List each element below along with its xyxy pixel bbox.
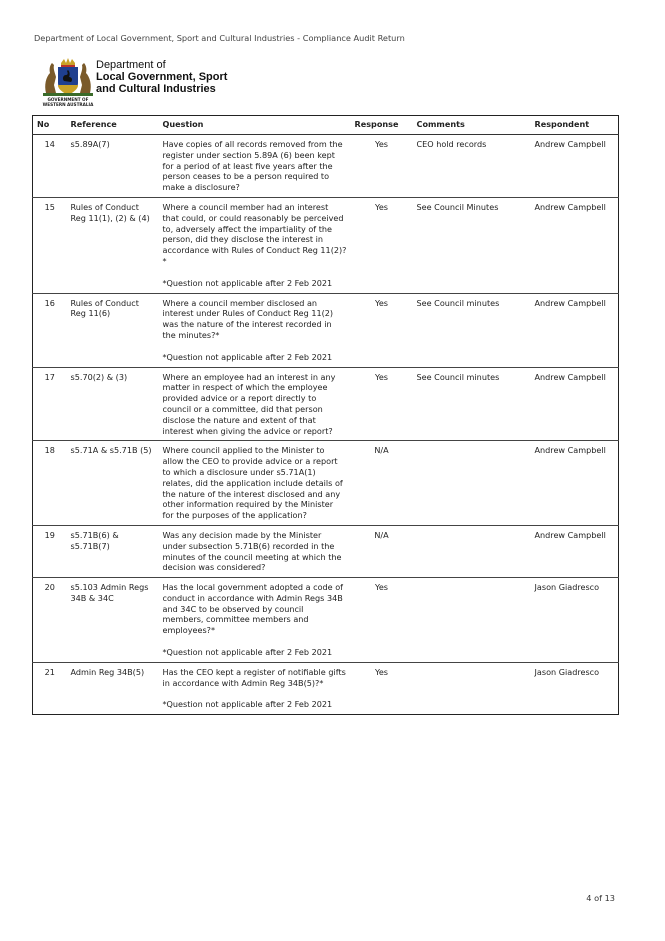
cell-comments [413,578,531,663]
question-text: Where council applied to the Minister to allow the CEO to provide advice or a report to which a disclosure under s5.71A(1) relates, did the application include details of the nature of the interest disclosed and any other information required by the Minister for the purposes of the application? [162,445,343,521]
department-name-line3: and Cultural Industries [96,83,216,95]
cell-question [159,662,351,714]
question-text: Was any decision made by the Minister under subsection 5.71B(6) recorded in the minutes of the council meeting at which the decision was considered? [162,529,342,573]
cell-reference: Rules of Conduct Reg 11(1), (2) & (4) [67,197,159,293]
crest-caption-line1: GOVERNMENT OF [47,97,89,102]
cell-reference: s5.103 Admin Regs 34B & 34C [67,578,159,663]
cell-comments [413,525,531,577]
question-note: *Question not applicable after 2 Feb 2021 [162,351,333,362]
cell-no: 16 [33,293,67,367]
cell-question [159,367,351,441]
cell-response: Yes [351,578,413,663]
cell-question [159,441,351,526]
question-text: Where an employee had an interest in any matter in respect of which the employee provided advice or a report directly to council or a committee, did that person disclose the nature and extent of that interest when giving the advice or report? [162,371,336,436]
cell-respondent: Andrew Campbell [531,525,619,577]
cell-response: Yes [351,662,413,714]
crest-caption-line2: WESTERN AUSTRALIA [42,102,94,107]
cell-reference: s5.71A & s5.71B (5) [67,441,159,526]
cell-response: Yes [351,135,413,198]
table-row [33,578,619,663]
question-text: Where a council member had an interest that could, or could reasonably be perceived to, adversely affect the impartiality of the person, did they disclose the interest in accordance with Rules of Conduct Reg 11(2)?* [162,201,347,266]
cell-respondent: Andrew Campbell [531,197,619,293]
cell-respondent: Jason Giadresco [531,662,619,714]
cell-question [159,525,351,577]
header-response: Response [351,116,413,135]
header-comments: Comments [413,116,531,135]
table-row [33,135,619,198]
header-no: No [33,116,67,135]
department-name-line1: Department of [96,59,166,71]
cell-question [159,135,351,198]
department-logo [40,55,240,110]
cell-reference: s5.70(2) & (3) [67,367,159,441]
cell-no: 14 [33,135,67,198]
cell-response: Yes [351,197,413,293]
cell-response: N/A [351,441,413,526]
table-row [33,367,619,441]
question-text: Have copies of all records removed from the register under section 5.89A (6) been kept for a period of at least five years after the person ceases to be a person required to make a disclosure? [162,139,343,193]
question-note: *Question not applicable after 2 Feb 2021 [162,277,333,288]
crest-caption [40,97,96,107]
cell-reference: Rules of Conduct Reg 11(6) [67,293,159,367]
cell-reference: s5.71B(6) & s5.71B(7) [67,525,159,577]
wa-crest-icon [40,55,96,97]
question-note: *Question not applicable after 2 Feb 2021 [162,699,333,710]
cell-response: Yes [351,367,413,441]
page-number: 4 of 13 [586,893,615,903]
table-row [33,662,619,714]
department-name-line2: Local Government, Sport [96,71,228,83]
cell-respondent: Jason Giadresco [531,578,619,663]
header-reference: Reference [67,116,159,135]
question-text: Has the CEO kept a register of notifiable gifts in accordance with Admin Reg 34B(5)?* [162,666,346,688]
cell-no: 19 [33,525,67,577]
cell-reference: s5.89A(7) [67,135,159,198]
question-text: Where a council member disclosed an interest under Rules of Conduct Reg 11(2) was the nature of the interest recorded in the minutes?* [162,297,334,340]
cell-no: 17 [33,367,67,441]
question-note: *Question not applicable after 2 Feb 2021 [162,647,333,658]
cell-no: 15 [33,197,67,293]
cell-comments [413,441,531,526]
cell-comments: CEO hold records [413,135,531,198]
cell-question [159,578,351,663]
cell-respondent: Andrew Campbell [531,367,619,441]
cell-no: 18 [33,441,67,526]
cell-comments: See Council minutes [413,293,531,367]
cell-respondent: Andrew Campbell [531,135,619,198]
table-row [33,525,619,577]
table-row [33,197,619,293]
cell-response: N/A [351,525,413,577]
table-header-row [33,116,619,135]
cell-no: 21 [33,662,67,714]
cell-comments: See Council Minutes [413,197,531,293]
cell-respondent: Andrew Campbell [531,293,619,367]
table-row [33,293,619,367]
cell-respondent: Andrew Campbell [531,441,619,526]
table-row [33,441,619,526]
department-name [96,59,227,95]
compliance-audit-table [32,115,619,715]
cell-no: 20 [33,578,67,663]
header-respondent: Respondent [531,116,619,135]
question-text: Has the local government adopted a code of conduct in accordance with Admin Regs 34B and 34C to be observed by council members, committee members and employees?* [162,582,344,636]
cell-comments: See Council minutes [413,367,531,441]
cell-reference: Admin Reg 34B(5) [67,662,159,714]
cell-response: Yes [351,293,413,367]
running-header: Department of Local Government, Sport and Cultural Industries - Compliance Audit Return [34,33,405,43]
header-question: Question [159,116,351,135]
cell-question [159,197,351,293]
table-body [33,135,619,715]
cell-question [159,293,351,367]
cell-comments [413,662,531,714]
